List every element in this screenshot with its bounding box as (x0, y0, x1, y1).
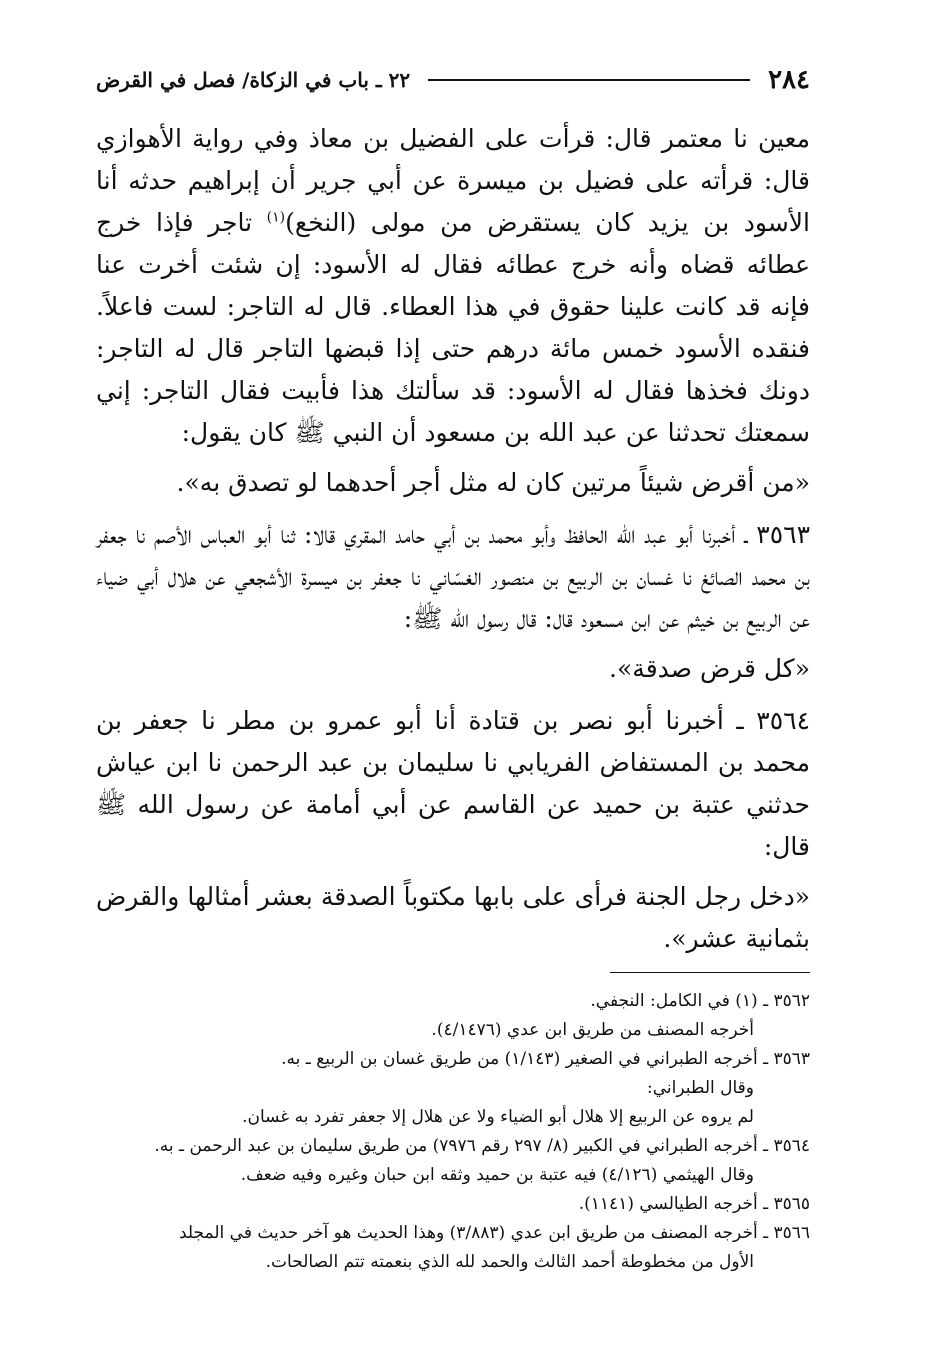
paragraph-1-continuation: تاجر فإذا خرج عطائه قضاه وأنه خرج عطائه فقال له الأسود: إن شئت أخرت عنا فإنه قد كانت علينا حقوق في هذا العطاء. قال له التاجر: لست فاعلاً. فنقده الأسود خمس مائة درهم حتى إذا قبضها التاجر قال له التاجر: دونك فخذها فقال له الأسود: قد سألتك هذا فأبيت فقال التاجر: إني سمعتك تحدثنا عن عبد الله بن مسعود أن النبي ﷺ كان يقول: (96, 208, 810, 447)
paragraph-3564: ٣٥٦٤ ـ أخبرنا أبو نصر بن قتادة أنا أبو عمرو بن مطر نا جعفر بن محمد بن المستفاض الفريابي نا سليمان بن عبد الرحمن نا ابن عياش حدثني عتبة بن حميد عن القاسم عن أبي أمامة عن رسول الله ﷺ قال: (96, 706, 810, 861)
footnote-line: ٣٥٦٦ ـ أخرجه المصنف من طريق ابن عدي (٣/٨٨٣) وهذا الحديث هو آخر حديث في المجلد (179, 1223, 810, 1243)
paragraph-1 (96, 118, 810, 454)
footnotes (96, 987, 810, 1277)
paragraph-3563: ٣٥٦٣ ـ أخبرنا أبو عبد الله الحافظ وأبو محمد بن أبي حامد المقري قالا: ثنا أبو العباس الأصم نا جعفر بن محمد الصائغ نا غسان بن الربيع بن منصور الغسّاني نا جعفر بن ميسرة الأشجعي عن هلال أبي ضياء عن الربيع بن خيثم عن ابن مسعود قال: قال رسول الله ﷺ: (96, 520, 810, 633)
running-title: ٢٢ ـ باب في الزكاة/ فصل في القرض (96, 68, 411, 92)
page-number: ٢٨٤ (768, 65, 810, 95)
footnote-line: لم يروه عن الربيع إلا هلال أبو الضياء ولا عن هلال إلا جعفر تفرد به غسان. (242, 1107, 754, 1127)
hadith-quote-2: «كل قرض صدقة». (609, 654, 810, 683)
footnote-line: الأول من مخطوطة أحمد الثالث والحمد لله الذي بنعمته تتم الصالحات. (265, 1252, 754, 1272)
footnote-marker: (١) (266, 209, 286, 226)
footnote-separator (610, 972, 810, 973)
document-page (96, 62, 810, 1277)
hadith-quote-3: «دخل رجل الجنة فرأى على بابها مكتوباً الصدقة بعشر أمثالها والقرض بثمانية عشر». (96, 882, 810, 953)
footnote-line: ٣٥٦٢ ـ (١) في الكامل: النجفي. (590, 991, 810, 1011)
footnote-line: ٣٥٦٥ ـ أخرجه الطيالسي (١١٤١). (578, 1194, 810, 1214)
footnote-line: ٣٥٦٤ ـ أخرجه الطبراني في الكبير (٨/ ٢٩٧ رقم ٧٩٧٦) من طريق سليمان بن عبد الرحمن ـ به. (154, 1136, 810, 1156)
footnote-line: وقال الهيثمي (٤/١٢٦) فيه عتبة بن حميد وثقه ابن حبان وغيره وفيه ضعف. (240, 1165, 754, 1185)
hadith-quote-1: «من أقرض شيئاً مرتين كان له مثل أجر أحدهما لو تصدق به». (176, 468, 810, 497)
footnote-line: أخرجه المصنف من طريق ابن عدي (٤/١٤٧٦). (431, 1020, 754, 1040)
footnote-line: ٣٥٦٣ ـ أخرجه الطبراني في الصغير (١/١٤٣) من طريق غسان بن الربيع ـ به. (281, 1049, 810, 1069)
paragraph-1-text: معين نا معتمر قال: قرأت على الفضيل بن معاذ وفي رواية الأهوازي قال: قرأته على فضيل بن ميسرة عن أبي جرير أن إبراهيم حدثه أنا الأسود بن يزيد كان يستقرض من مولى (النخع) (96, 124, 810, 237)
footnote-line: وقال الطبراني: (647, 1078, 754, 1098)
page-header (96, 62, 810, 98)
main-text (96, 118, 810, 960)
header-rule (428, 79, 750, 81)
